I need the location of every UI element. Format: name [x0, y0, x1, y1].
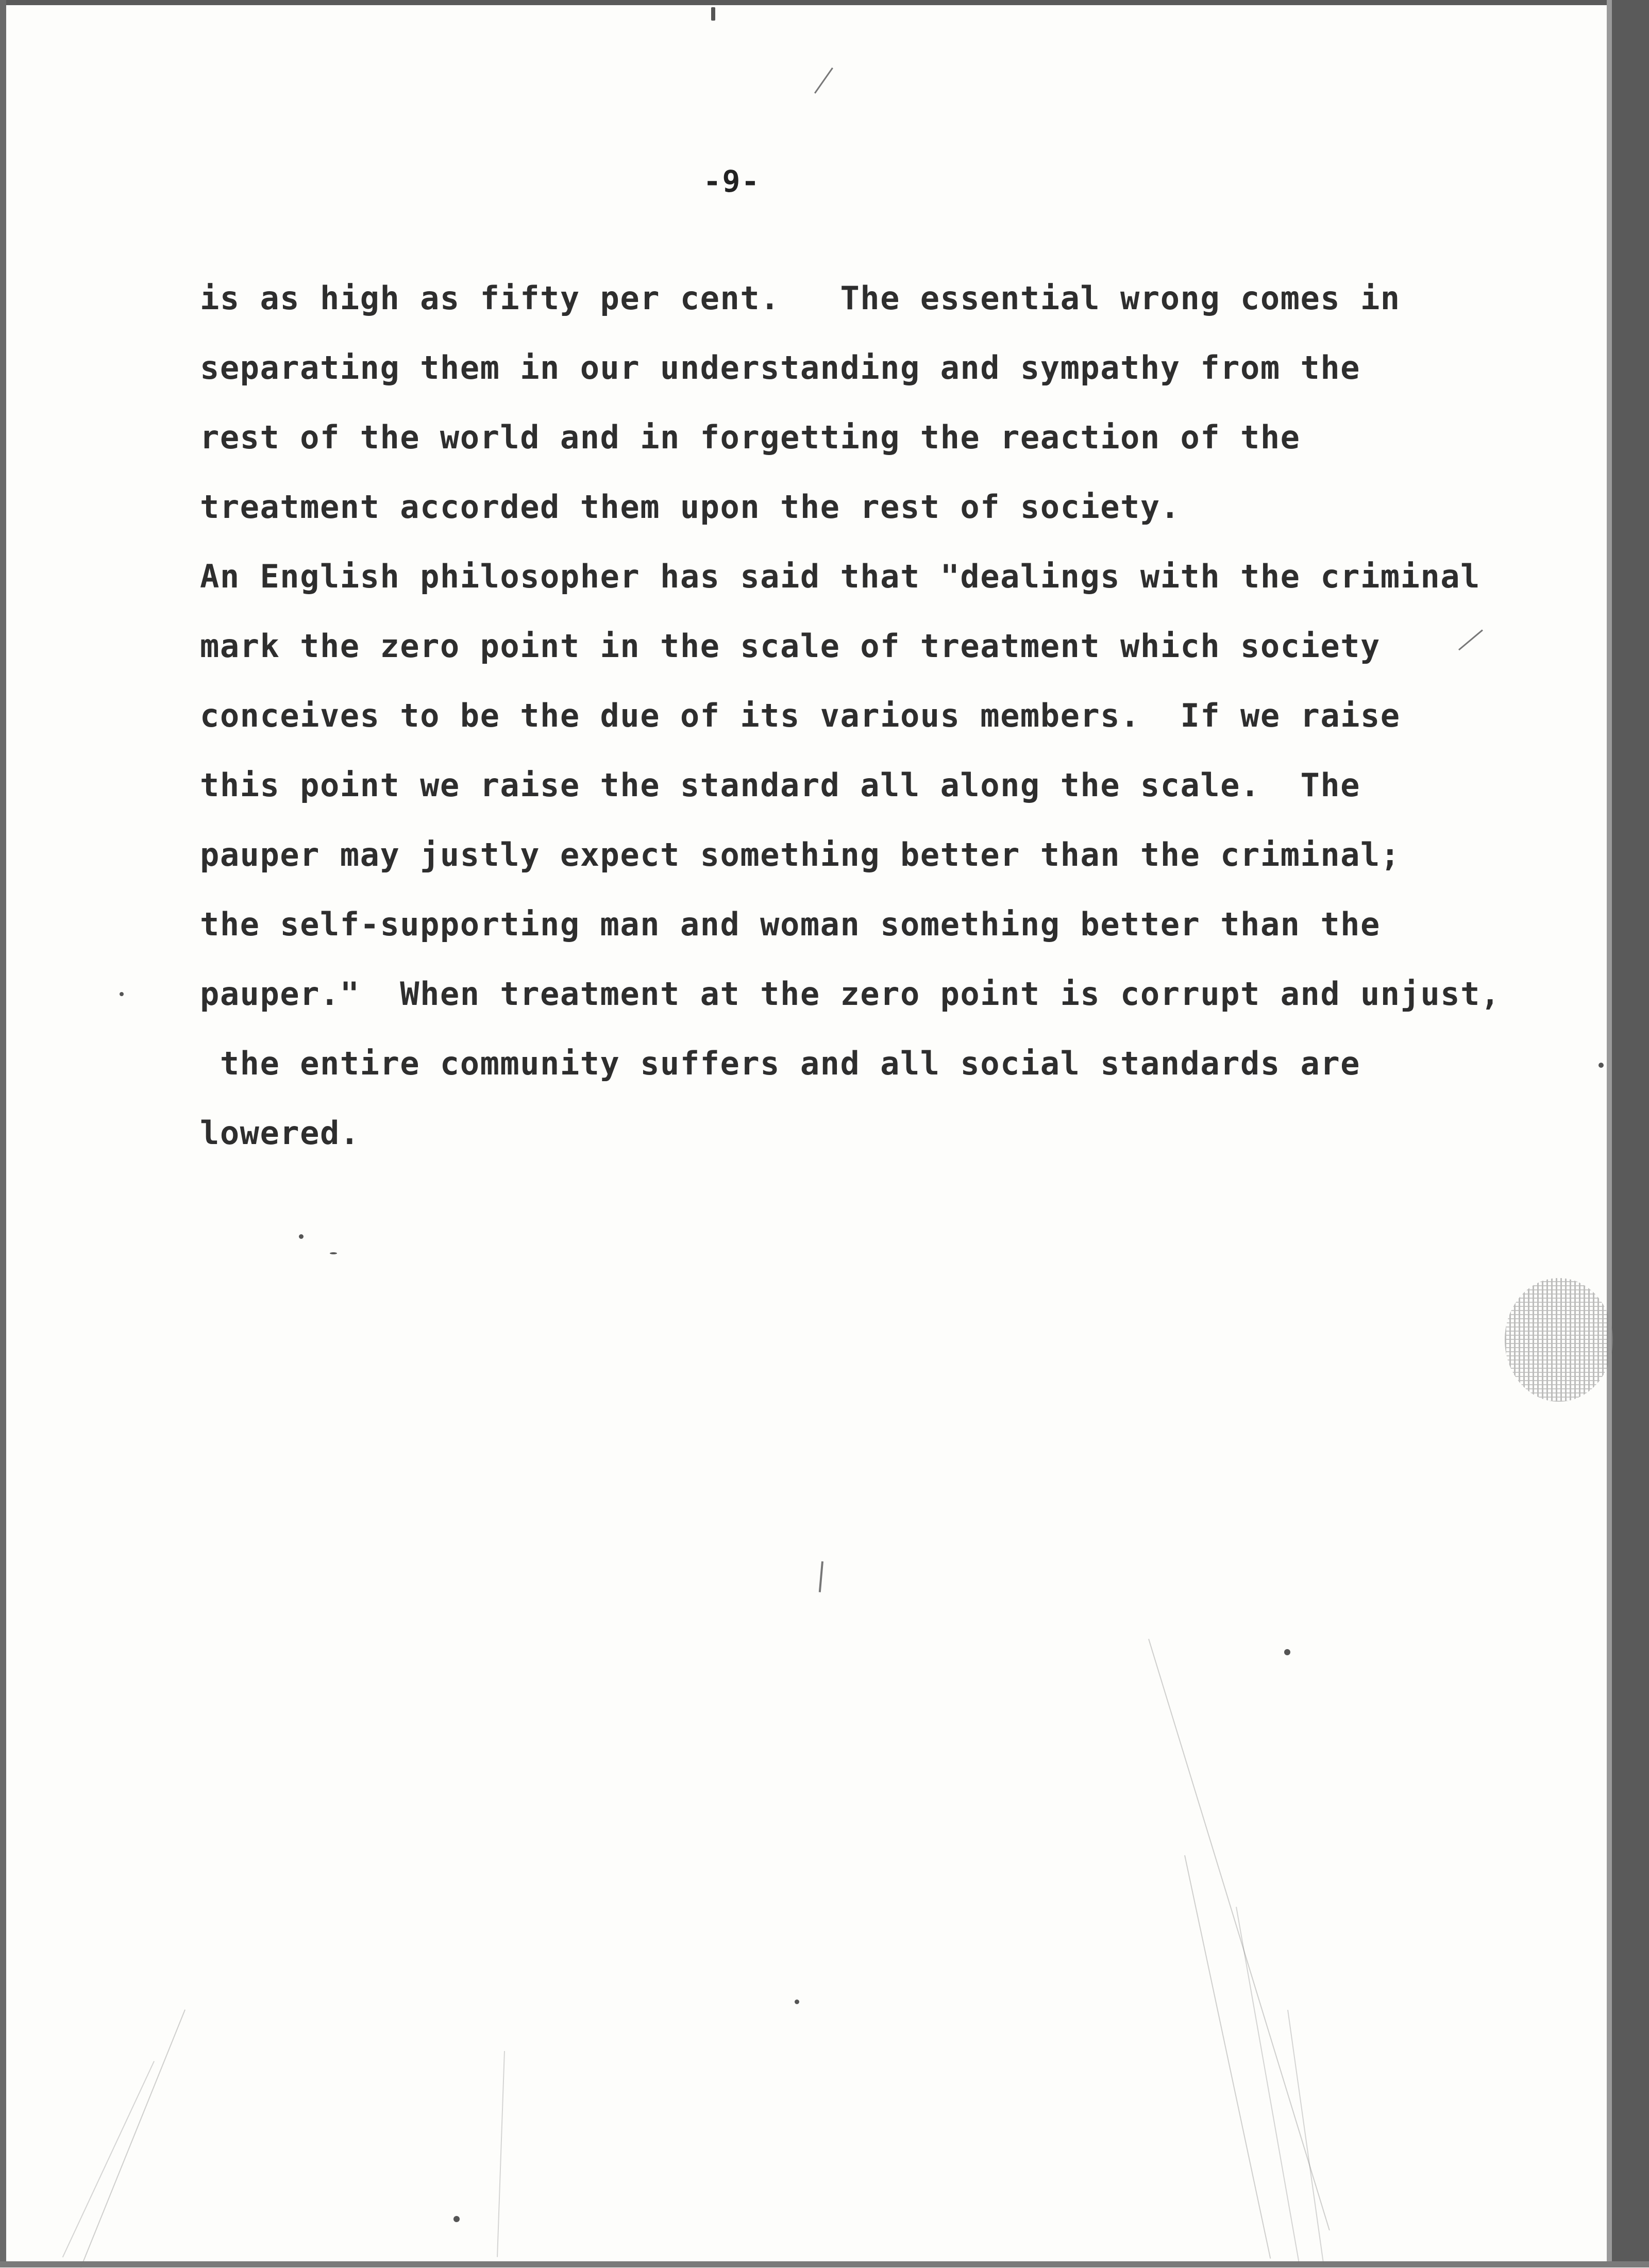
- text-line: separating them in our understanding and sympathy from the: [200, 349, 1360, 387]
- scan-scratch: [497, 2051, 505, 2257]
- scan-border-bottom: [0, 2261, 1649, 2267]
- scan-border-top: [0, 0, 1649, 5]
- scan-border-left: [0, 0, 6, 2267]
- text-line: pauper may justly expect something better than the criminal;: [200, 836, 1401, 873]
- text-line: this point we raise the standard all along the scale. The: [200, 766, 1360, 804]
- scan-speckle: [330, 1252, 337, 1254]
- scan-scratch: [80, 2009, 186, 2267]
- scan-scratch: [814, 68, 833, 94]
- scan-speckle: [711, 7, 715, 21]
- scan-scratch: [1184, 1855, 1271, 2259]
- scan-border-right-inner: [1607, 0, 1612, 2267]
- scan-speckle: [1284, 1649, 1290, 1655]
- scan-speckle: [120, 992, 124, 996]
- scan-speckle: [299, 1234, 304, 1239]
- scan-speckle: [453, 2216, 460, 2222]
- scan-scratch: [1148, 1639, 1330, 2230]
- text-line: rest of the world and in forgetting the reaction of the: [200, 418, 1301, 456]
- text-line: is as high as fifty per cent. The essential wrong comes in: [200, 279, 1401, 317]
- text-line: pauper." When treatment at the zero point is corrupt and unjust,: [200, 975, 1501, 1013]
- scan-scratch: [1458, 629, 1483, 650]
- text-line: lowered.: [200, 1114, 360, 1152]
- scan-speckle: [1598, 1063, 1604, 1068]
- scan-scratch: [819, 1561, 823, 1592]
- scan-speckle: [795, 2000, 799, 2004]
- page-number: -9-: [703, 164, 761, 199]
- text-line: the self-supporting man and woman something better than the: [200, 905, 1381, 943]
- scan-border-right: [1612, 0, 1649, 2267]
- text-line: An English philosopher has said that "dealings with the criminal: [200, 558, 1480, 595]
- scan-scratch: [1236, 1907, 1300, 2262]
- scan-scratch: [62, 2061, 155, 2257]
- text-line: treatment accorded them upon the rest of society.: [200, 488, 1181, 526]
- text-line: conceives to be the due of its various members. If we raise: [200, 697, 1401, 734]
- text-line: mark the zero point in the scale of treatment which society: [200, 627, 1381, 665]
- fingerprint-smudge: [1505, 1278, 1613, 1402]
- text-line: the entire community suffers and all social standards are: [200, 1045, 1360, 1082]
